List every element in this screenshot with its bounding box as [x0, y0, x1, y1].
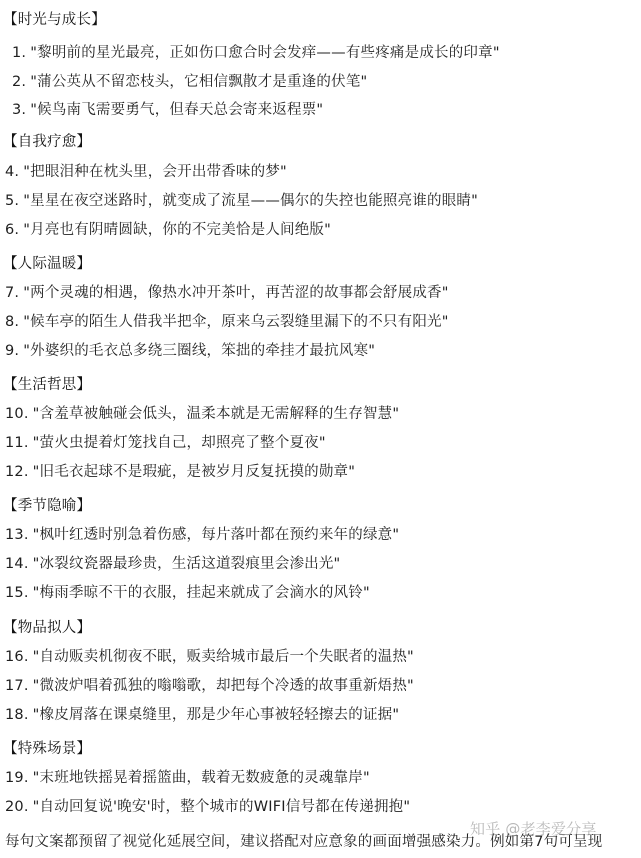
item-text: "橡皮屑落在课桌缝里，那是少年心事被轻轻擦去的证据": [32, 707, 400, 723]
list-item: [5, 161, 287, 183]
item-number: 8.: [5, 314, 20, 330]
list-item: [5, 190, 478, 212]
footer-paragraph: 每句文案都预留了视觉化延展空间，建议搭配对应意象的画面增强感染力。例如第7句可呈现: [5, 834, 603, 850]
item-text: "自动贩卖机彻夜不眠，贩卖给城市最后一个失眠者的温热": [32, 649, 414, 665]
list-item: [5, 340, 375, 362]
section-heading-time-growth: 【时光与成长】: [3, 12, 106, 28]
item-text: "候鸟南飞需要勇气，但春天总会寄来返程票": [30, 102, 324, 118]
list-item: [5, 582, 370, 604]
item-text: "梅雨季晾不干的衣服，挂起来就成了会滴水的风铃": [32, 585, 370, 601]
item-number: 15.: [5, 585, 29, 601]
section-heading-self-healing: 【自我疗愈】: [3, 134, 92, 150]
item-number: 11.: [5, 435, 29, 451]
item-text: "外婆织的毛衣总多绕三圈线，笨拙的牵挂才最抗风寒": [23, 343, 376, 359]
item-text: "两个灵魂的相遇，像热水冲开茶叶，再苦涩的故事都会舒展成香": [23, 285, 449, 301]
item-number: 6.: [5, 222, 20, 238]
section-heading-seasonal-metaphor: 【季节隐喻】: [3, 498, 92, 514]
item-text: "候车亭的陌生人借我半把伞，原来乌云裂缝里漏下的不只有阳光": [23, 314, 449, 330]
item-number: 1.: [12, 45, 27, 61]
item-number: 18.: [5, 707, 29, 723]
item-text: "月亮也有阴晴圆缺，你的不完美恰是人间绝版": [23, 222, 331, 238]
item-number: 19.: [5, 770, 29, 786]
list-item: [5, 311, 449, 333]
list-item: [12, 99, 323, 121]
item-text: "末班地铁摇晃着摇篮曲，载着无数疲惫的灵魂靠岸": [32, 770, 370, 786]
item-number: 20.: [5, 799, 29, 815]
item-text: "自动回复说'晚安'时，整个城市的WIFI信号都在传递拥抱": [32, 799, 411, 815]
item-text: "萤火虫提着灯笼找自己，却照亮了整个夏夜": [32, 435, 326, 451]
item-number: 17.: [5, 678, 29, 694]
section-heading-life-philosophy: 【生活哲思】: [3, 377, 92, 393]
item-text: "黎明前的星光最亮，正如伤口愈合时会发痒——有些疼痛是成长的印章": [30, 45, 500, 61]
list-item: [5, 432, 326, 454]
item-number: 12.: [5, 464, 29, 480]
item-text: "星星在夜空迷路时，就变成了流星——偶尔的失控也能照亮谁的眼睛": [23, 193, 478, 209]
section-heading-human-warmth: 【人际温暖】: [3, 256, 92, 272]
item-text: "枫叶红透时别急着伤感，每片落叶都在预约来年的绿意": [32, 527, 400, 543]
item-number: 7.: [5, 285, 20, 301]
item-number: 4.: [5, 164, 20, 180]
item-number: 16.: [5, 649, 29, 665]
item-text: "把眼泪种在枕头里，会开出带香味的梦": [23, 164, 287, 180]
item-text: "蒲公英从不留恋枝头，它相信飘散才是重逢的伏笔": [30, 74, 368, 90]
list-item: [12, 42, 500, 64]
list-item: [5, 675, 414, 697]
list-item: [5, 767, 370, 789]
list-item: [5, 553, 340, 575]
item-text: "微波炉唱着孤独的嗡嗡歌，却把每个冷透的故事重新焐热": [32, 678, 414, 694]
item-text: "旧毛衣起球不是瑕疵，是被岁月反复抚摸的勋章": [32, 464, 356, 480]
item-number: 13.: [5, 527, 29, 543]
zhihu-watermark: 知乎 @老李爱分享: [470, 820, 597, 838]
list-item: [5, 403, 399, 425]
item-number: 3.: [12, 102, 27, 118]
list-item: [5, 704, 399, 726]
list-item: [5, 219, 331, 241]
list-item: [5, 524, 399, 546]
list-item: [12, 71, 367, 93]
section-heading-special-scenes: 【特殊场景】: [3, 741, 92, 757]
item-number: 2.: [12, 74, 27, 90]
item-text: "冰裂纹瓷器最珍贵，生活这道裂痕里会渗出光": [32, 556, 341, 572]
section-heading-object-personification: 【物品拟人】: [3, 620, 92, 636]
list-item: [5, 461, 355, 483]
list-item: [5, 796, 410, 818]
item-text: "含羞草被触碰会低头，温柔本就是无需解释的生存智慧": [32, 406, 400, 422]
item-number: 10.: [5, 406, 29, 422]
list-item: [5, 646, 414, 668]
list-item: [5, 282, 449, 304]
item-number: 5.: [5, 193, 20, 209]
item-number: 14.: [5, 556, 29, 572]
item-number: 9.: [5, 343, 20, 359]
